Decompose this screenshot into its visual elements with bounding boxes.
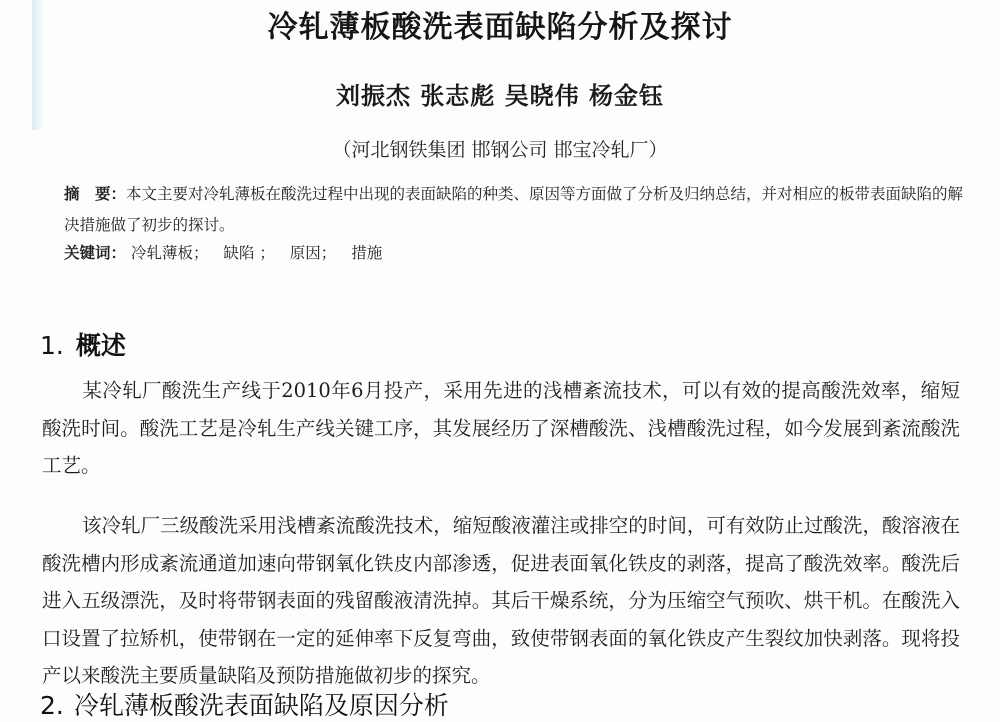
paragraph-text: 该冷轧厂三级酸洗采用浅槽紊流酸洗技术，缩短酸液灌注或排空的时间，可有效防止过酸洗，酸溶液在酸洗槽内形成紊流通道加速向带钢氧化铁皮内部渗透，促进表面氧化铁皮的剥落，提高了酸洗效率。酸洗后进入五级漂洗，及时将带钢表面的残留酸液清洗掉。其后干燥系统，分为压缩空气预吹、烘干机。在酸洗入口设置了拉矫机，使带钢在一定的延伸率下反复弯曲，致使带钢表面的氧化铁皮产生裂纹加快剥落。现将投产以来酸洗主要质量缺陷及预防措施做初步的探究。 bbox=[42, 514, 960, 687]
author-list: 刘振杰 张志彪 吴晓伟 杨金钰 bbox=[335, 82, 665, 110]
section-number: 1. bbox=[40, 331, 64, 360]
body-paragraph-1 bbox=[42, 372, 960, 485]
affiliation: （河北钢铁集团 邯钢公司 邯宝冷轧厂） bbox=[332, 139, 668, 161]
keywords-label: 关键词： bbox=[64, 243, 127, 262]
paper-title: 冷轧薄板酸洗表面缺陷分析及探讨 bbox=[267, 10, 733, 45]
section-number: 2. bbox=[40, 691, 64, 720]
section-heading-2 bbox=[40, 686, 449, 722]
abstract-text: 本文主要对冷轧薄板在酸洗过程中出现的表面缺陷的种类、原因等方面做了分析及归纳总结，并对相应的板带表面缺陷的解决措施做了初步的探讨。 bbox=[64, 185, 964, 234]
section-heading-1 bbox=[40, 326, 126, 362]
keyword: 原因； bbox=[289, 244, 337, 262]
paragraph-text: 某冷轧厂酸洗生产线于2010年6月投产，采用先进的浅槽紊流技术，可以有效的提高酸洗效率，缩短酸洗时间。酸洗工艺是冷轧生产线关键工序，其发展经历了深槽酸洗、浅槽酸洗过程，如今发展到紊流酸洗工艺。 bbox=[42, 379, 960, 477]
body-paragraph-2 bbox=[42, 507, 960, 695]
keyword: 措施 bbox=[351, 244, 383, 262]
section-title: 冷轧薄板酸洗表面缺陷及原因分析 bbox=[73, 691, 449, 720]
abstract-label: 摘 要： bbox=[64, 184, 127, 203]
keywords bbox=[64, 241, 392, 263]
keyword: 缺陷 ； bbox=[223, 244, 275, 262]
section-title: 概述 bbox=[75, 331, 126, 360]
keyword: 冷轧薄板； bbox=[130, 244, 209, 262]
abstract bbox=[64, 178, 964, 241]
